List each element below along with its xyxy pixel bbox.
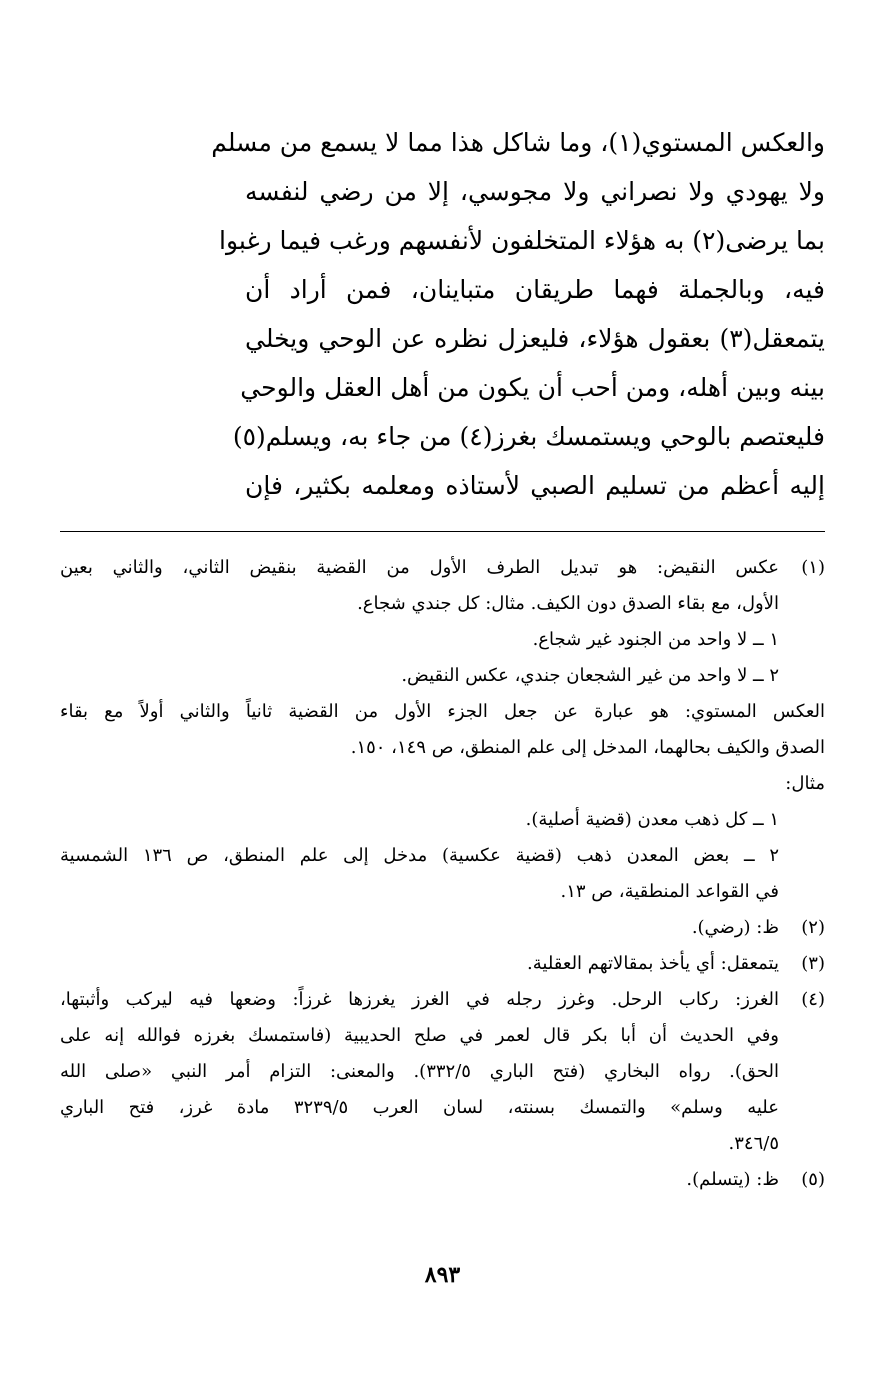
- main-line: يتمعقل(٣) بعقول هؤلاء، فليعزل نظره عن الوحي ويخلي: [245, 324, 825, 353]
- main-text: [211, 118, 825, 510]
- footnote-line: ٣٤٦/٥.: [728, 1133, 779, 1154]
- footnote-line: عكس النقيض: هو تبديل الطرف الأول من القضية بنقيض الثاني، والثاني بعين: [60, 557, 779, 578]
- footnote-5: [60, 1162, 825, 1198]
- footnote-line: ظ: (رضي).: [691, 917, 779, 938]
- main-line: إليه أعظم من تسليم الصبي لأستاذه ومعلمه بكثير، فإن: [245, 471, 825, 500]
- main-line: والعكس المستوي(١)، وما شاكل هذا مما لا يسمع من مسلم: [211, 128, 825, 157]
- footnotes: [60, 550, 825, 1198]
- main-line: فليعتصم بالوحي ويستمسك بغرز(٤) من جاء به، ويسلم(٥): [232, 422, 825, 451]
- main-line: فيه، وبالجملة فهما طريقان متباينان، فمن أراد أن: [245, 275, 825, 304]
- main-line: ولا يهودي ولا نصراني ولا مجوسي، إلا من رضي لنفسه: [245, 177, 825, 206]
- footnote-line: الصدق والكيف بحالهما، المدخل إلى علم المنطق، ص ١٤٩، ١٥٠.: [350, 737, 825, 758]
- main-line: بما يرضى(٢) به هؤلاء المتخلفون لأنفسهم ورغب فيما رغبوا: [219, 226, 825, 255]
- footnote-line: وفي الحديث أن أبا بكر قال لعمر في صلح الحديبية (فاستمسك بغرزه فوالله إنه على: [60, 1025, 779, 1046]
- footnote-line: مثال:: [785, 773, 825, 794]
- footnote-number: (٤): [801, 989, 825, 1010]
- footnote-number: (٣): [801, 953, 825, 974]
- footnote-3: [60, 946, 825, 982]
- footnote-number: (٥): [801, 1169, 825, 1190]
- footnote-separator: [60, 531, 825, 532]
- footnote-line: ١ ــ لا واحد من الجنود غير شجاع.: [532, 629, 779, 650]
- footnote-1: [60, 550, 825, 694]
- footnote-line: الحق). رواه البخاري (فتح الباري ٣٣٢/٥). والمعنى: التزام أمر النبي «صلى الله: [60, 1061, 779, 1082]
- footnote-number: (٢): [801, 917, 825, 938]
- footnote-line: الغرز: ركاب الرحل. وغرز رجله في الغرز يغرزها غرزاً: وضعها فيه ليركب وأثبتها،: [60, 989, 779, 1010]
- footnote-line: العكس المستوي: هو عبارة عن جعل الجزء الأول من القضية ثانياً والثاني أولاً مع بقاء: [60, 701, 825, 722]
- footnote-4: [60, 982, 825, 1162]
- footnote-line: ظ: (يتسلم).: [686, 1169, 779, 1190]
- footnote-1-continued: [60, 694, 825, 910]
- footnote-line: يتمعقل: أي يأخذ بمقالاتهم العقلية.: [527, 953, 779, 974]
- footnote-number: (١): [801, 557, 825, 578]
- footnote-line: ١ ــ كل ذهب معدن (قضية أصلية).: [525, 809, 779, 830]
- footnote-line: ٢ ــ بعض المعدن ذهب (قضية عكسية) مدخل إلى علم المنطق، ص ١٣٦ الشمسية: [60, 845, 780, 866]
- footnote-line: الأول، مع بقاء الصدق دون الكيف. مثال: كل جندي شجاع.: [357, 593, 779, 614]
- page-number: ٨٩٣: [424, 1262, 461, 1288]
- footnote-line: في القواعد المنطقية، ص ١٣.: [560, 881, 779, 902]
- footnote-line: ٢ ــ لا واحد من غير الشجعان جندي، عكس النقيض.: [401, 665, 779, 686]
- footnote-2: [60, 910, 825, 946]
- main-line: بينه وبين أهله، ومن أحب أن يكون من أهل العقل والوحي: [240, 373, 825, 402]
- footnote-line: عليه وسلم» والتمسك بسنته، لسان العرب ٣٢٣٩/٥ مادة غرز، فتح الباري: [60, 1097, 779, 1118]
